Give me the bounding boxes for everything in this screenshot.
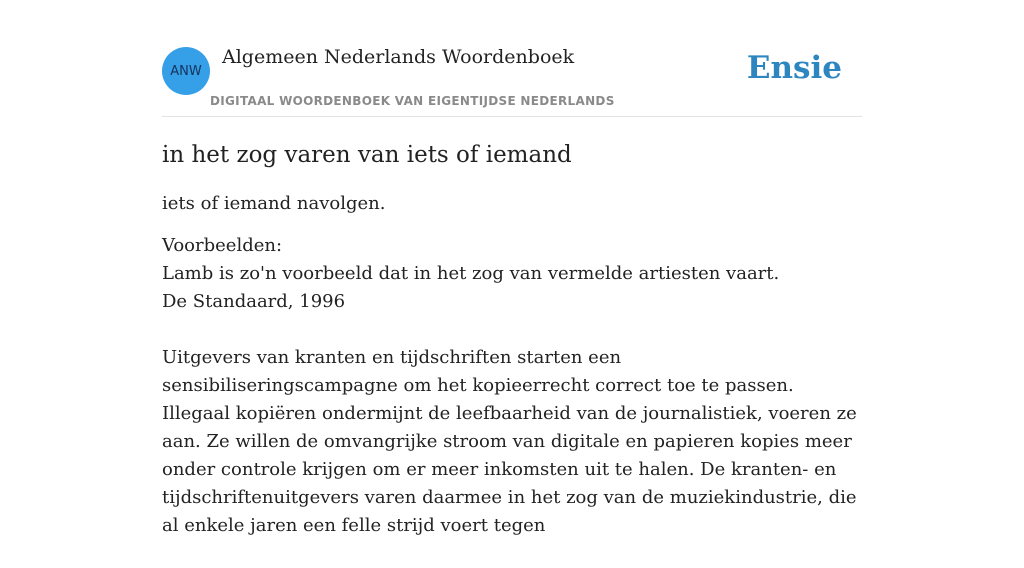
- entry-headword: in het zog varen van iets of iemand: [162, 142, 572, 168]
- example-text: Lamb is zo'n voorbeeld dat in het zog van vermelde artiesten vaart.: [162, 263, 780, 284]
- page: [162, 0, 862, 568]
- example-item: [162, 344, 862, 540]
- example-source: De Standaard, 1996: [162, 291, 346, 312]
- examples-section: [162, 232, 862, 540]
- anw-logo[interactable]: [162, 47, 210, 95]
- dictionary-title[interactable]: Algemeen Nederlands Woordenboek: [222, 46, 575, 68]
- entry-definition: iets of iemand navolgen.: [162, 193, 386, 214]
- logo-text: ANW: [170, 63, 202, 79]
- site-header: [162, 0, 862, 117]
- ensie-brand-link[interactable]: Ensie: [746, 50, 842, 86]
- examples-label: Voorbeelden:: [162, 235, 283, 256]
- example-text: Uitgevers van kranten en tijdschriften starten een sensibiliseringscampagne om het kopieerrecht correct toe te passen. Illegaal kopiëren ondermijnt de leefbaarheid van de journalistiek, voeren ze aan. Ze willen de omvangrijke stroom van digitale en papieren kopies meer onder controle krijgen om er meer inkomsten uit te halen. De kranten- en tijdschriftenuitgevers varen daarmee in het zog van de muziekindustrie, die al enkele jaren een felle strijd voert tegen: [162, 347, 857, 536]
- example-item: [162, 260, 862, 316]
- dictionary-subtitle: DIGITAAL WOORDENBOEK VAN EIGENTIJDSE NEDERLANDS: [210, 94, 615, 108]
